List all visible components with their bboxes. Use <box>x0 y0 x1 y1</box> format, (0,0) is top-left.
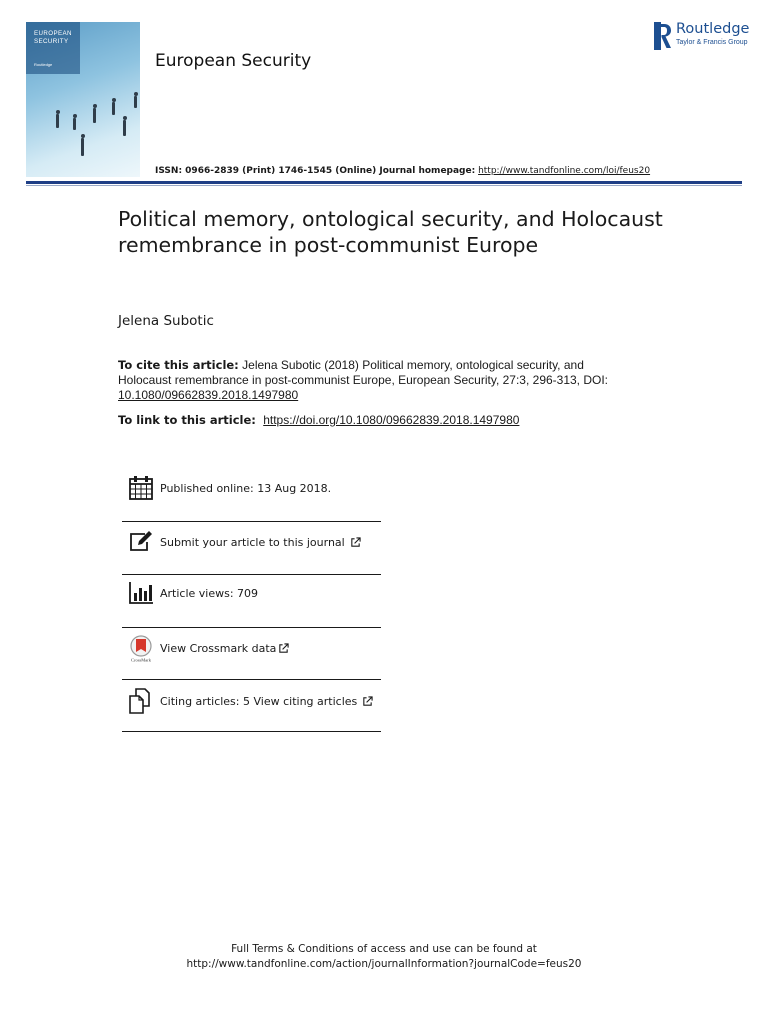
citing-articles-label[interactable]: Citing articles: 5 View citing articles <box>160 694 358 708</box>
header-rule-thin <box>26 185 742 186</box>
article-title: Political memory, ontological security, and Holocaust remembrance in post-communist Europe <box>118 207 663 257</box>
published-date: Published online: 13 Aug 2018. <box>160 481 332 495</box>
citing-articles-link[interactable] <box>122 687 381 715</box>
cover-figure <box>56 114 59 128</box>
cover-figure <box>93 108 96 123</box>
issn-text: ISSN: 0966-2839 (Print) 1746-1545 (Online) Journal homepage: <box>155 166 476 176</box>
bar-chart-icon <box>127 579 155 607</box>
cite-doi-link[interactable]: 10.1080/09662839.2018.1497980 <box>118 388 299 402</box>
cover-figure <box>81 138 84 156</box>
external-link-icon <box>362 696 373 707</box>
external-link-icon <box>350 537 361 548</box>
published-row <box>122 474 381 502</box>
publisher-group: Taylor & Francis Group <box>676 39 748 46</box>
row-separator <box>122 574 381 575</box>
article-views-row <box>122 579 381 607</box>
cover-figure <box>123 120 126 136</box>
cite-text: Jelena Subotic (2018) Political memory, ontological security, and Holocaust remembrance in post-communist Europe, European Security, 27:3, 296-313, DOI: <box>118 358 609 387</box>
cover-publisher-mark: Routledge <box>34 62 53 67</box>
terms-url[interactable]: http://www.tandfonline.com/action/journalInformation?journalCode=feus20 <box>186 958 582 970</box>
crossmark-label[interactable]: View Crossmark data <box>160 641 277 655</box>
submit-article-label[interactable]: Submit your article to this journal <box>160 535 345 549</box>
routledge-logo-icon <box>654 22 672 50</box>
citation-block <box>118 358 628 403</box>
row-separator <box>122 521 381 522</box>
journal-name[interactable]: European Security <box>155 51 312 71</box>
publisher-name: Routledge <box>676 21 750 37</box>
row-separator <box>122 731 381 732</box>
submit-article-link[interactable] <box>122 528 381 556</box>
terms-line: Full Terms & Conditions of access and use can be found at <box>231 943 537 955</box>
link-label: To link to this article: <box>118 413 256 427</box>
article-views: Article views: 709 <box>160 586 259 600</box>
journal-cover-image <box>26 22 140 177</box>
cover-title: EUROPEAN SECURITY <box>34 30 72 45</box>
article-doi-link[interactable]: https://doi.org/10.1080/09662839.2018.1497980 <box>263 413 520 427</box>
row-separator <box>122 679 381 680</box>
cover-figure <box>73 118 76 130</box>
crossmark-icon-caption: CrossMark <box>131 657 151 662</box>
crossmark-icon <box>127 634 155 662</box>
row-separator <box>122 627 381 628</box>
cite-label: To cite this article: <box>118 358 239 372</box>
crossmark-link[interactable] <box>122 634 381 662</box>
article-link-block <box>118 413 678 428</box>
journal-homepage-link[interactable]: http://www.tandfonline.com/loi/feus20 <box>478 166 651 176</box>
external-link-icon <box>278 643 289 654</box>
terms-footer <box>0 942 768 972</box>
edit-icon <box>127 528 155 556</box>
issn-line <box>155 166 650 176</box>
cover-figure <box>134 96 137 108</box>
author-name[interactable]: Jelena Subotic <box>118 313 214 329</box>
header-rule <box>26 181 742 184</box>
citing-pages-icon <box>127 687 155 715</box>
calendar-icon <box>127 474 155 502</box>
cover-figure <box>112 102 115 115</box>
